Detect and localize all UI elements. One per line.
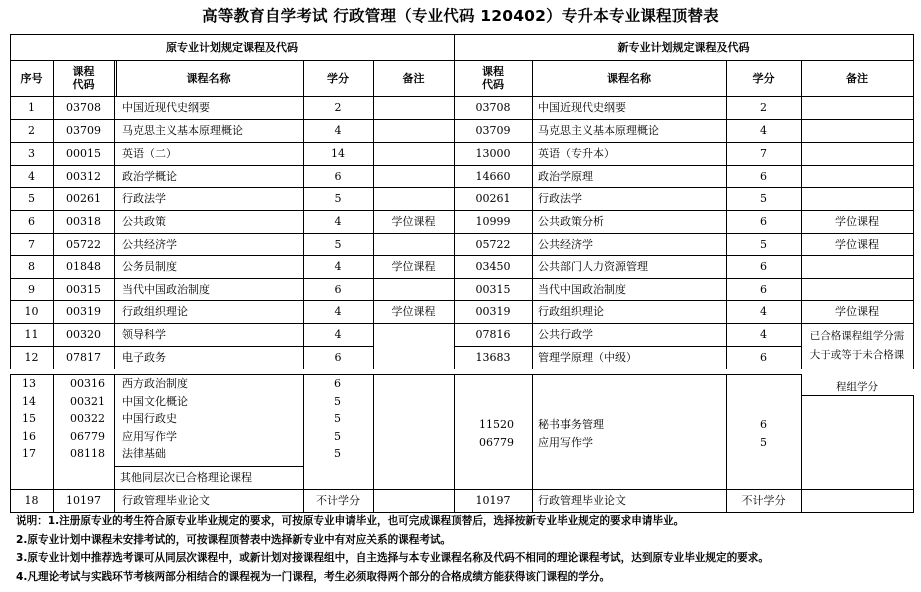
note-line: 4.凡理论考试与实践环节考核两部分相结合的课程视为一门课程，考生必须取得两个部分的合格成绩方能获得该门课程的学分。: [16, 570, 611, 583]
new-row-code: 00315: [475, 282, 511, 296]
col-note-header: 备注: [402, 71, 425, 85]
new-row-credit: 4: [760, 328, 767, 341]
old-row-code: 00319: [66, 305, 101, 318]
grid-line-v: [913, 34, 914, 369]
new-row-credit: 6: [760, 260, 767, 273]
old-row-seq: 2: [28, 124, 35, 137]
new-row-name: 公共经济学: [538, 237, 593, 251]
old-row-name: 马克思主义基本原理概论: [122, 124, 243, 137]
new-row-code: 05722: [475, 237, 511, 251]
old-row-name: 英语（二）: [122, 147, 177, 160]
new-group-credits: [760, 416, 767, 451]
new-row-name: 中国近现代史纲要: [538, 101, 626, 114]
new-row-credit: 6: [760, 169, 767, 183]
new-row-name: 政治学原理: [538, 169, 593, 183]
new-row-name: 行政组织理论: [538, 305, 604, 318]
old-row-seq: 1: [28, 101, 35, 114]
grid-line-h: [373, 142, 455, 143]
old-group-other: 其他同层次已合格理论课程: [120, 471, 252, 484]
old-group-codes-line: 00321: [70, 394, 105, 408]
old-row-name: 电子政务: [122, 350, 166, 364]
old-row-name: 公共经济学: [122, 237, 177, 251]
old-plan-header: 原专业计划规定课程及代码: [166, 40, 298, 54]
grid-line-h: [373, 165, 455, 166]
old-group-names-line: 法律基础: [122, 447, 166, 461]
old-row-code: 03708: [66, 101, 101, 114]
old-group-codes-line: 00322: [70, 412, 105, 426]
grid-line-h: [801, 142, 914, 143]
group-credit-note-line: 程组学分: [836, 381, 878, 393]
old-row-credit: 2: [334, 101, 342, 114]
new-row-credit: 4: [760, 305, 767, 318]
new-row-credit: 5: [760, 192, 767, 205]
old-row-seq: 4: [28, 169, 35, 183]
new-row-name: 英语（专升本）: [538, 147, 615, 160]
old-group-names: [122, 375, 188, 463]
new-row-name: 管理学原理（中级）: [538, 350, 637, 364]
new-row-code: 13683: [475, 350, 511, 364]
old-row-name: 领导科学: [122, 328, 166, 341]
new-row-credit: 5: [760, 237, 767, 251]
new-row-note: 学位课程: [835, 215, 879, 228]
old-row-note: 学位课程: [391, 215, 436, 228]
new-col-note-header: 备注: [846, 71, 868, 85]
new-row-code: 14660: [475, 169, 511, 183]
old-group-names-line: 应用写作学: [122, 429, 177, 443]
note-line: 2.原专业计划中课程未安排考试的，可按课程顶替表中选择新专业中有对应关系的课程考试。: [16, 533, 452, 546]
new-row-name: 公共政策分析: [538, 215, 604, 228]
new-group-credits-line: 5: [760, 435, 767, 449]
old-row-code: 01848: [66, 260, 101, 273]
old-row-credit: 4: [334, 124, 342, 137]
old-group-seqs: [22, 375, 36, 463]
new-row-credit: 6: [760, 350, 767, 364]
old-row-credit: 4: [334, 215, 342, 228]
old-row-credit: 6: [334, 282, 342, 296]
new-row-name: 当代中国政治制度: [538, 282, 626, 296]
grid-line-v: [114, 374, 115, 513]
old-group-codes-line: 06779: [70, 429, 105, 443]
old-row-note: 学位课程: [391, 305, 436, 318]
old-group-credits-line: 5: [334, 412, 341, 426]
old-row-code: 07817: [66, 350, 101, 364]
old-group-credits-line: 5: [334, 429, 341, 443]
old-group-seqs-line: 17: [22, 447, 36, 461]
notes-section: [16, 512, 769, 586]
new-row-name: 公共行政学: [538, 328, 593, 341]
grid-line-v: [373, 374, 374, 513]
grid-line-h: [373, 323, 455, 324]
grid-line-h: [373, 233, 455, 234]
new-row-code: 13000: [475, 147, 511, 160]
grid-line-h: [454, 374, 802, 375]
old-row-seq: 5: [28, 192, 35, 205]
new-row-credit: 2: [760, 101, 767, 114]
old-group-codes: [70, 375, 105, 463]
old-row-code: 00261: [66, 192, 101, 205]
grid-line-h: [801, 278, 914, 279]
new-row-credit: 7: [760, 147, 767, 160]
note-line: 说明：1.注册原专业的考生符合原专业毕业规定的要求，可按原专业申请毕业，也可完成课程顶替后，选择按新专业毕业规定的要求申请毕业。: [16, 515, 685, 527]
grid-line-h: [373, 119, 455, 120]
old-row-name: 行政法学: [122, 192, 166, 205]
grid-line-h: [373, 187, 455, 188]
old-group-seqs-line: 15: [22, 412, 36, 426]
old-row-code: 00312: [66, 169, 101, 183]
new-group-codes: [479, 416, 514, 451]
new-group-names: [538, 416, 604, 451]
col-credit-header: 学分: [327, 71, 349, 85]
old-group-names-line: 中国行政史: [122, 412, 177, 426]
old-row-code: 00015: [66, 147, 101, 160]
new-plan-header: 新专业计划规定课程及代码: [617, 40, 750, 54]
old-row-name: 当代中国政治制度: [122, 282, 210, 296]
new-group-names-line: 秘书事务管理: [538, 418, 604, 431]
old-group-seqs-line: 13: [22, 377, 36, 390]
new-row-name: 马克思主义基本原理概论: [538, 124, 659, 137]
old-group-credits-line: 5: [334, 447, 341, 461]
group-credit-note-text: [810, 327, 905, 397]
old-row-credit: 6: [334, 350, 342, 364]
old-row-seq: 7: [28, 237, 35, 251]
new-row-credit: 4: [760, 124, 767, 137]
group-credit-note-line: 大于或等于未合格课: [809, 349, 905, 361]
new-group-codes-line: 11520: [479, 418, 514, 431]
old-row-note: 学位课程: [391, 260, 436, 273]
old-group-credits: [334, 375, 341, 463]
col-code-header: 课程 代码: [72, 65, 95, 91]
new-row-code: 03709: [475, 124, 511, 137]
group-credit-note-line: 已合格课程组学分需: [809, 330, 905, 342]
page-title: 高等教育自学考试 行政管理（专业代码 120402）专升本专业课程顶替表: [202, 7, 719, 25]
thesis-credit: 不计学分: [316, 494, 360, 507]
old-group-credits-line: 5: [334, 394, 341, 408]
new-row-code: 00261: [475, 192, 511, 205]
new-row-name: 公共部门人力资源管理: [538, 260, 648, 273]
old-row-credit: 5: [334, 237, 342, 251]
old-row-name: 中国近现代史纲要: [122, 101, 210, 114]
old-row-name: 行政组织理论: [122, 305, 188, 318]
old-row-credit: 4: [334, 260, 342, 273]
old-row-name: 政治学概论: [122, 169, 177, 183]
old-group-names-line: 中国文化概论: [122, 394, 188, 408]
new-row-code: 10999: [475, 215, 511, 228]
new-row-code: 07816: [475, 328, 511, 341]
thesis-seq: 18: [24, 494, 39, 507]
old-row-code: 00320: [66, 328, 101, 341]
new-thesis-name: 行政管理毕业论文: [538, 494, 626, 507]
new-row-note: 学位课程: [835, 305, 879, 318]
new-row-name: 行政法学: [538, 192, 582, 205]
old-row-seq: 11: [24, 328, 39, 341]
new-thesis-code: 10197: [475, 494, 511, 507]
old-row-credit: 4: [334, 305, 342, 318]
old-row-seq: 10: [24, 305, 39, 318]
new-row-code: 03708: [475, 101, 511, 114]
grid-line-v: [913, 395, 914, 513]
old-group-seqs-line: 16: [22, 429, 36, 443]
note-line: 3.原专业计划中推荐选考课可从同层次课程中，或新计划对接课程组中，自主选择与本专业课程名称及代码不相同的理论课程考试，达到原专业毕业规定的要求。: [16, 552, 769, 564]
old-row-seq: 8: [28, 260, 35, 273]
old-row-code: 03709: [66, 124, 101, 137]
old-row-credit: 4: [334, 328, 342, 341]
new-col-credit-header: 学分: [752, 71, 775, 85]
old-row-name: 公共政策: [122, 215, 166, 228]
old-row-credit: 14: [331, 147, 345, 160]
old-group-credits-line: 6: [334, 377, 341, 390]
old-row-seq: 9: [28, 282, 35, 296]
old-row-seq: 6: [28, 215, 35, 228]
old-row-name: 公务员制度: [122, 260, 177, 273]
new-row-credit: 6: [760, 215, 767, 228]
new-row-code: 00319: [475, 305, 511, 318]
grid-line-h: [801, 187, 914, 188]
new-group-credits-line: 6: [760, 418, 767, 431]
new-group-codes-line: 06779: [479, 435, 514, 449]
new-row-code: 03450: [475, 260, 511, 273]
col-name-header: 课程名称: [186, 71, 231, 85]
old-row-code: 05722: [66, 237, 101, 251]
new-thesis-credit: 不计学分: [741, 494, 786, 507]
thesis-name: 行政管理毕业论文: [122, 494, 210, 507]
grid-line-h: [801, 119, 914, 120]
old-row-code: 00318: [66, 215, 101, 228]
new-col-name-header: 课程名称: [607, 71, 651, 85]
group-credit-note: [801, 323, 913, 399]
old-row-seq: 3: [28, 147, 35, 160]
old-group-codes-line: 08118: [70, 447, 105, 461]
grid-line-h: [801, 255, 914, 256]
new-row-note: 学位课程: [835, 237, 879, 251]
old-group-names-line: 西方政治制度: [122, 377, 188, 390]
new-col-code-header: 课程 代码: [482, 65, 504, 91]
new-row-credit: 6: [760, 282, 767, 296]
old-group-codes-line: 00316: [70, 377, 105, 390]
old-row-credit: 6: [334, 169, 342, 183]
old-row-code: 00315: [66, 282, 101, 296]
old-row-credit: 5: [334, 192, 342, 205]
col-seq-header: 序号: [20, 71, 43, 85]
grid-line-h: [801, 395, 914, 396]
old-row-seq: 12: [24, 350, 39, 364]
grid-line-h: [801, 165, 914, 166]
thesis-code: 10197: [66, 494, 101, 507]
new-group-names-line: 应用写作学: [538, 435, 593, 449]
grid-line-h: [373, 278, 455, 279]
old-group-seqs-line: 14: [22, 394, 36, 408]
